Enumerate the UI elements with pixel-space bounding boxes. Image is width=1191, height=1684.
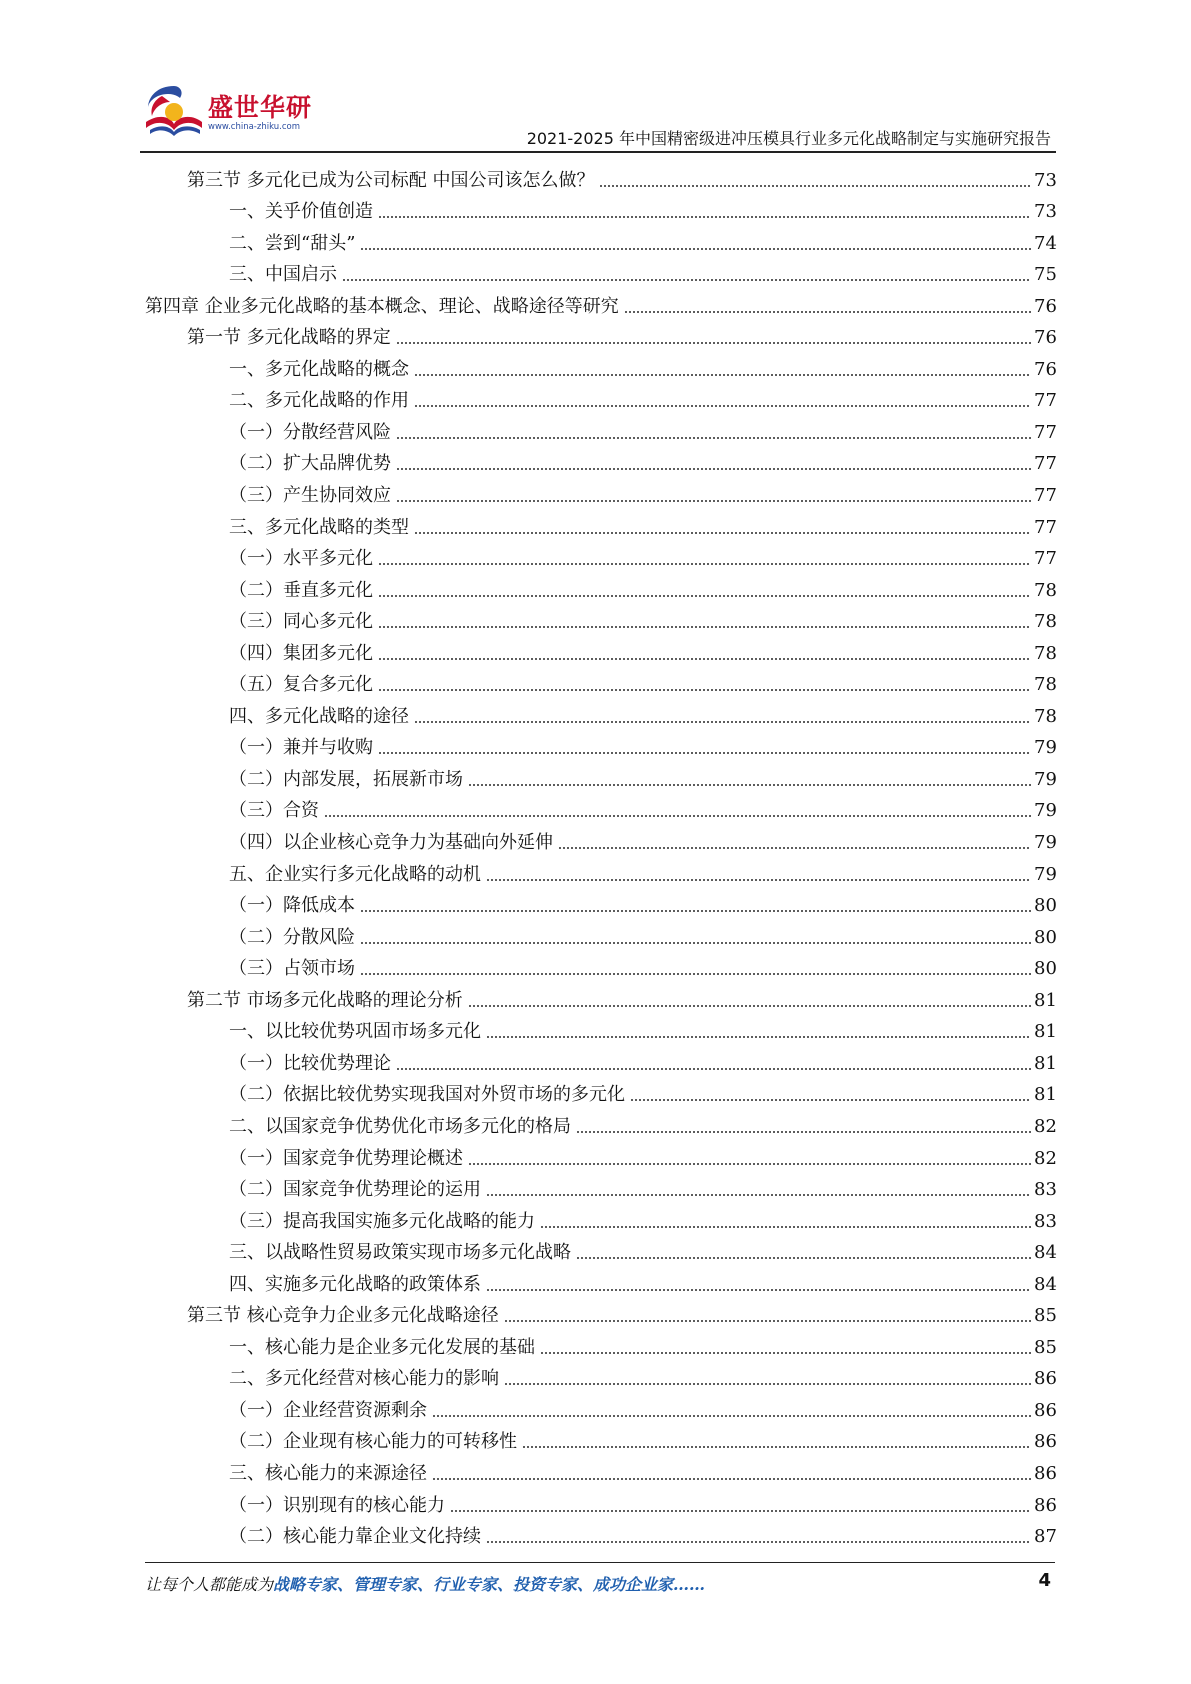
toc-leader-dots: [576, 1242, 1031, 1260]
toc-entry-page: 81: [1034, 1021, 1057, 1043]
toc-entry[interactable]: [229, 256, 1056, 288]
toc-entry[interactable]: [229, 1139, 1056, 1171]
toc-entry[interactable]: [145, 287, 1056, 319]
toc-entry[interactable]: [229, 1171, 1056, 1203]
toc-entry[interactable]: [229, 1044, 1056, 1076]
toc-leader-dots: [378, 580, 1031, 598]
toc-entry[interactable]: [229, 1234, 1056, 1266]
toc-entry-label: 三、以战略性贸易政策实现市场多元化战略: [229, 1242, 571, 1264]
toc-leader-dots: [414, 390, 1031, 408]
toc-entry-label: （一）降低成本: [229, 895, 355, 917]
toc-entry-label: （二）核心能力靠企业文化持续: [229, 1526, 481, 1548]
toc-entry[interactable]: [229, 1423, 1056, 1455]
toc-entry[interactable]: [229, 1202, 1056, 1234]
toc-entry-page: 77: [1034, 485, 1057, 507]
toc-entry-label: （一）比较优势理论: [229, 1052, 391, 1074]
toc-leader-dots: [468, 769, 1031, 787]
toc-entry-page: 85: [1034, 1336, 1057, 1358]
book-globe-logo-icon: [140, 82, 206, 142]
toc-entry-label: （二）垂直多元化: [229, 579, 373, 601]
toc-leader-dots: [468, 990, 1031, 1008]
toc-leader-dots: [432, 1463, 1031, 1481]
toc-entry-page: 77: [1034, 516, 1057, 538]
toc-leader-dots: [504, 1305, 1031, 1323]
toc-entry-label: （三）产生协同效应: [229, 485, 391, 507]
toc-entry[interactable]: [229, 445, 1056, 477]
toc-leader-dots: [414, 359, 1031, 377]
toc-entry-page: 79: [1034, 832, 1057, 854]
toc-entry[interactable]: [229, 918, 1056, 950]
toc-entry-page: 73: [1034, 201, 1057, 223]
toc-entry-label: （一）兼并与收购: [229, 737, 373, 759]
toc-leader-dots: [378, 611, 1031, 629]
toc-entry-page: 80: [1034, 926, 1057, 948]
toc-entry-label: （四）以企业核心竞争力为基础向外延伸: [229, 832, 553, 854]
toc-entry[interactable]: [229, 224, 1056, 256]
toc-entry[interactable]: [229, 571, 1056, 603]
toc-entry[interactable]: [229, 1265, 1056, 1297]
toc-entry-page: 76: [1034, 295, 1057, 317]
toc-entry-page: 78: [1034, 674, 1057, 696]
toc-leader-dots: [378, 643, 1031, 661]
toc-entry-label: 三、中国启示: [229, 264, 337, 286]
toc-entry[interactable]: [229, 887, 1056, 919]
toc-entry-page: 77: [1034, 548, 1057, 570]
table-of-contents: [0, 161, 1191, 1549]
footer-slogan-prefix: 让每个人都能成为: [145, 1575, 274, 1594]
toc-entry-page: 81: [1034, 989, 1057, 1011]
toc-leader-dots: [360, 958, 1031, 976]
toc-entry-page: 87: [1034, 1526, 1057, 1548]
toc-leader-dots: [450, 1495, 1031, 1513]
toc-entry-label: 一、核心能力是企业多元化发展的基础: [229, 1336, 535, 1358]
toc-entry-label: 四、实施多元化战略的政策体系: [229, 1273, 481, 1295]
toc-entry-page: 78: [1034, 579, 1057, 601]
toc-entry[interactable]: [229, 413, 1056, 445]
toc-entry-label: 第三节 多元化已成为公司标配 中国公司该怎么做？: [187, 169, 595, 191]
page-header: [0, 0, 1191, 150]
toc-entry-label: 三、核心能力的来源途径: [229, 1462, 427, 1484]
toc-leader-dots: [414, 517, 1031, 535]
toc-entry[interactable]: [187, 161, 1056, 193]
toc-entry-label: （三）提高我国实施多元化战略的能力: [229, 1210, 535, 1232]
toc-leader-dots: [504, 1368, 1031, 1386]
toc-entry-label: （一）水平多元化: [229, 548, 373, 570]
footer-slogan: [145, 1572, 705, 1595]
toc-leader-dots: [576, 1116, 1031, 1134]
toc-entry-label: （一）分散经营风险: [229, 421, 391, 443]
toc-entry-label: （二）企业现有核心能力的可转移性: [229, 1431, 517, 1453]
toc-entry-page: 82: [1034, 1115, 1057, 1137]
toc-entry-page: 86: [1034, 1399, 1057, 1421]
toc-leader-dots: [630, 1084, 1031, 1102]
toc-entry-page: 73: [1034, 169, 1057, 191]
toc-entry[interactable]: [229, 1107, 1056, 1139]
toc-entry-page: 80: [1034, 958, 1057, 980]
toc-entry-label: 二、多元化经营对核心能力的影响: [229, 1368, 499, 1390]
toc-entry-page: 86: [1034, 1368, 1057, 1390]
toc-entry[interactable]: [229, 603, 1056, 635]
toc-entry-page: 76: [1034, 327, 1057, 349]
toc-entry-page: 76: [1034, 358, 1057, 380]
toc-leader-dots: [486, 1526, 1031, 1544]
toc-entry[interactable]: [229, 697, 1056, 729]
toc-leader-dots: [396, 327, 1031, 345]
toc-leader-dots: [540, 1211, 1031, 1229]
toc-leader-dots: [360, 233, 1031, 251]
toc-entry-label: 一、以比较优势巩固市场多元化: [229, 1021, 481, 1043]
toc-entry-label: 四、多元化战略的途径: [229, 705, 409, 727]
toc-entry-page: 81: [1034, 1084, 1057, 1106]
toc-entry-label: （二）扩大品牌优势: [229, 453, 391, 475]
toc-entry-page: 84: [1034, 1273, 1057, 1295]
toc-entry[interactable]: [229, 193, 1056, 225]
toc-entry[interactable]: [229, 476, 1056, 508]
toc-leader-dots: [486, 1021, 1031, 1039]
toc-leader-dots: [558, 832, 1031, 850]
toc-entry[interactable]: [229, 508, 1056, 540]
toc-entry[interactable]: [229, 634, 1056, 666]
header-divider: [140, 151, 1056, 153]
document-title: 2021-2025 年中国精密级进冲压模具行业多元化战略制定与实施研究报告: [526, 129, 1051, 148]
toc-entry[interactable]: [229, 1360, 1056, 1392]
toc-leader-dots: [396, 453, 1031, 471]
toc-entry-label: （三）合资: [229, 800, 319, 822]
toc-entry[interactable]: [229, 1454, 1056, 1486]
toc-entry-page: 84: [1034, 1242, 1057, 1264]
toc-entry[interactable]: [229, 855, 1056, 887]
toc-entry-label: （二）国家竞争优势理论的运用: [229, 1179, 481, 1201]
toc-entry-label: 三、多元化战略的类型: [229, 516, 409, 538]
toc-leader-dots: [468, 1148, 1031, 1166]
toc-entry[interactable]: [229, 1013, 1056, 1045]
toc-leader-dots: [378, 674, 1031, 692]
toc-leader-dots: [396, 1053, 1031, 1071]
toc-entry-page: 86: [1034, 1494, 1057, 1516]
toc-entry-page: 85: [1034, 1305, 1057, 1327]
toc-entry[interactable]: [187, 1297, 1056, 1329]
toc-entry-label: （三）同心多元化: [229, 611, 373, 633]
toc-entry-page: 78: [1034, 611, 1057, 633]
toc-leader-dots: [414, 706, 1031, 724]
toc-entry-page: 78: [1034, 705, 1057, 727]
toc-entry-label: 二、以国家竞争优势优化市场多元化的格局: [229, 1115, 571, 1137]
toc-entry[interactable]: [187, 981, 1056, 1013]
toc-leader-dots: [432, 1400, 1031, 1418]
toc-entry[interactable]: [229, 760, 1056, 792]
toc-entry-page: 86: [1034, 1462, 1057, 1484]
toc-entry-page: 79: [1034, 737, 1057, 759]
toc-entry-page: 79: [1034, 768, 1057, 790]
toc-leader-dots: [522, 1431, 1031, 1449]
toc-entry[interactable]: [229, 823, 1056, 855]
toc-leader-dots: [378, 737, 1031, 755]
toc-entry-label: （二）依据比较优势实现我国对外贸市场的多元化: [229, 1084, 625, 1106]
toc-leader-dots: [360, 927, 1031, 945]
toc-entry-label: （二）内部发展，拓展新市场: [229, 768, 463, 790]
toc-leader-dots: [360, 895, 1031, 913]
toc-entry-label: （三）占领市场: [229, 958, 355, 980]
toc-leader-dots: [396, 422, 1031, 440]
toc-entry-page: 74: [1034, 232, 1057, 254]
logo-text: 盛世华研: [208, 93, 313, 122]
toc-entry-page: 79: [1034, 863, 1057, 885]
toc-entry[interactable]: [229, 1486, 1056, 1518]
toc-entry-label: 二、多元化战略的作用: [229, 390, 409, 412]
toc-leader-dots: [342, 264, 1031, 282]
toc-leader-dots: [486, 1274, 1031, 1292]
toc-leader-dots: [396, 485, 1031, 503]
toc-entry[interactable]: [229, 540, 1056, 572]
toc-entry-label: （二）分散风险: [229, 926, 355, 948]
toc-entry-page: 79: [1034, 800, 1057, 822]
toc-entry-label: （四）集团多元化: [229, 642, 373, 664]
toc-entry-label: 二、尝到“甜头”: [229, 232, 356, 254]
toc-entry-label: 第四章 企业多元化战略的基本概念、理论、战略途径等研究: [145, 295, 619, 317]
toc-entry-page: 86: [1034, 1431, 1057, 1453]
toc-entry-page: 77: [1034, 453, 1057, 475]
toc-leader-dots: [378, 201, 1031, 219]
toc-entry[interactable]: [229, 350, 1056, 382]
toc-entry-label: 一、关乎价值创造: [229, 201, 373, 223]
toc-entry-page: 83: [1034, 1179, 1057, 1201]
toc-entry[interactable]: [229, 1518, 1056, 1550]
toc-entry[interactable]: [229, 1328, 1056, 1360]
toc-entry-label: 第二节 市场多元化战略的理论分析: [187, 989, 463, 1011]
toc-entry-page: 80: [1034, 895, 1057, 917]
toc-leader-dots: [599, 170, 1031, 188]
toc-entry-page: 77: [1034, 421, 1057, 443]
toc-entry-page: 78: [1034, 642, 1057, 664]
toc-entry-label: （一）识别现有的核心能力: [229, 1494, 445, 1516]
toc-entry-page: 75: [1034, 264, 1057, 286]
toc-entry-label: （一）国家竞争优势理论概述: [229, 1147, 463, 1169]
toc-entry[interactable]: [229, 1391, 1056, 1423]
toc-entry-label: （五）复合多元化: [229, 674, 373, 696]
toc-entry-label: 第一节 多元化战略的界定: [187, 327, 391, 349]
toc-entry-page: 82: [1034, 1147, 1057, 1169]
toc-entry[interactable]: [229, 382, 1056, 414]
toc-leader-dots: [486, 1179, 1031, 1197]
toc-entry[interactable]: [229, 950, 1056, 982]
toc-entry-page: 77: [1034, 390, 1057, 412]
logo-url: www.china-zhiku.com: [208, 122, 300, 132]
toc-entry-label: 一、多元化战略的概念: [229, 358, 409, 380]
toc-leader-dots: [324, 800, 1031, 818]
footer-slogan-emphasis: 战略专家、管理专家、行业专家、投资专家、成功企业家……: [273, 1575, 706, 1594]
toc-entry-page: 83: [1034, 1210, 1057, 1232]
company-logo: [140, 82, 313, 144]
toc-entry-label: （一）企业经营资源剩余: [229, 1399, 427, 1421]
toc-leader-dots: [486, 864, 1031, 882]
toc-entry-label: 第三节 核心竞争力企业多元化战略途径: [187, 1305, 499, 1327]
toc-leader-dots: [378, 548, 1031, 566]
toc-entry-page: 81: [1034, 1052, 1057, 1074]
toc-entry[interactable]: [229, 1076, 1056, 1108]
toc-leader-dots: [624, 296, 1031, 314]
toc-entry[interactable]: [187, 319, 1056, 351]
toc-entry-label: 五、企业实行多元化战略的动机: [229, 863, 481, 885]
page-number: 4: [1038, 1570, 1051, 1591]
toc-entry[interactable]: [229, 666, 1056, 698]
toc-entry[interactable]: [229, 792, 1056, 824]
toc-entry[interactable]: [229, 729, 1056, 761]
toc-leader-dots: [540, 1337, 1031, 1355]
footer-divider: [145, 1562, 1055, 1563]
